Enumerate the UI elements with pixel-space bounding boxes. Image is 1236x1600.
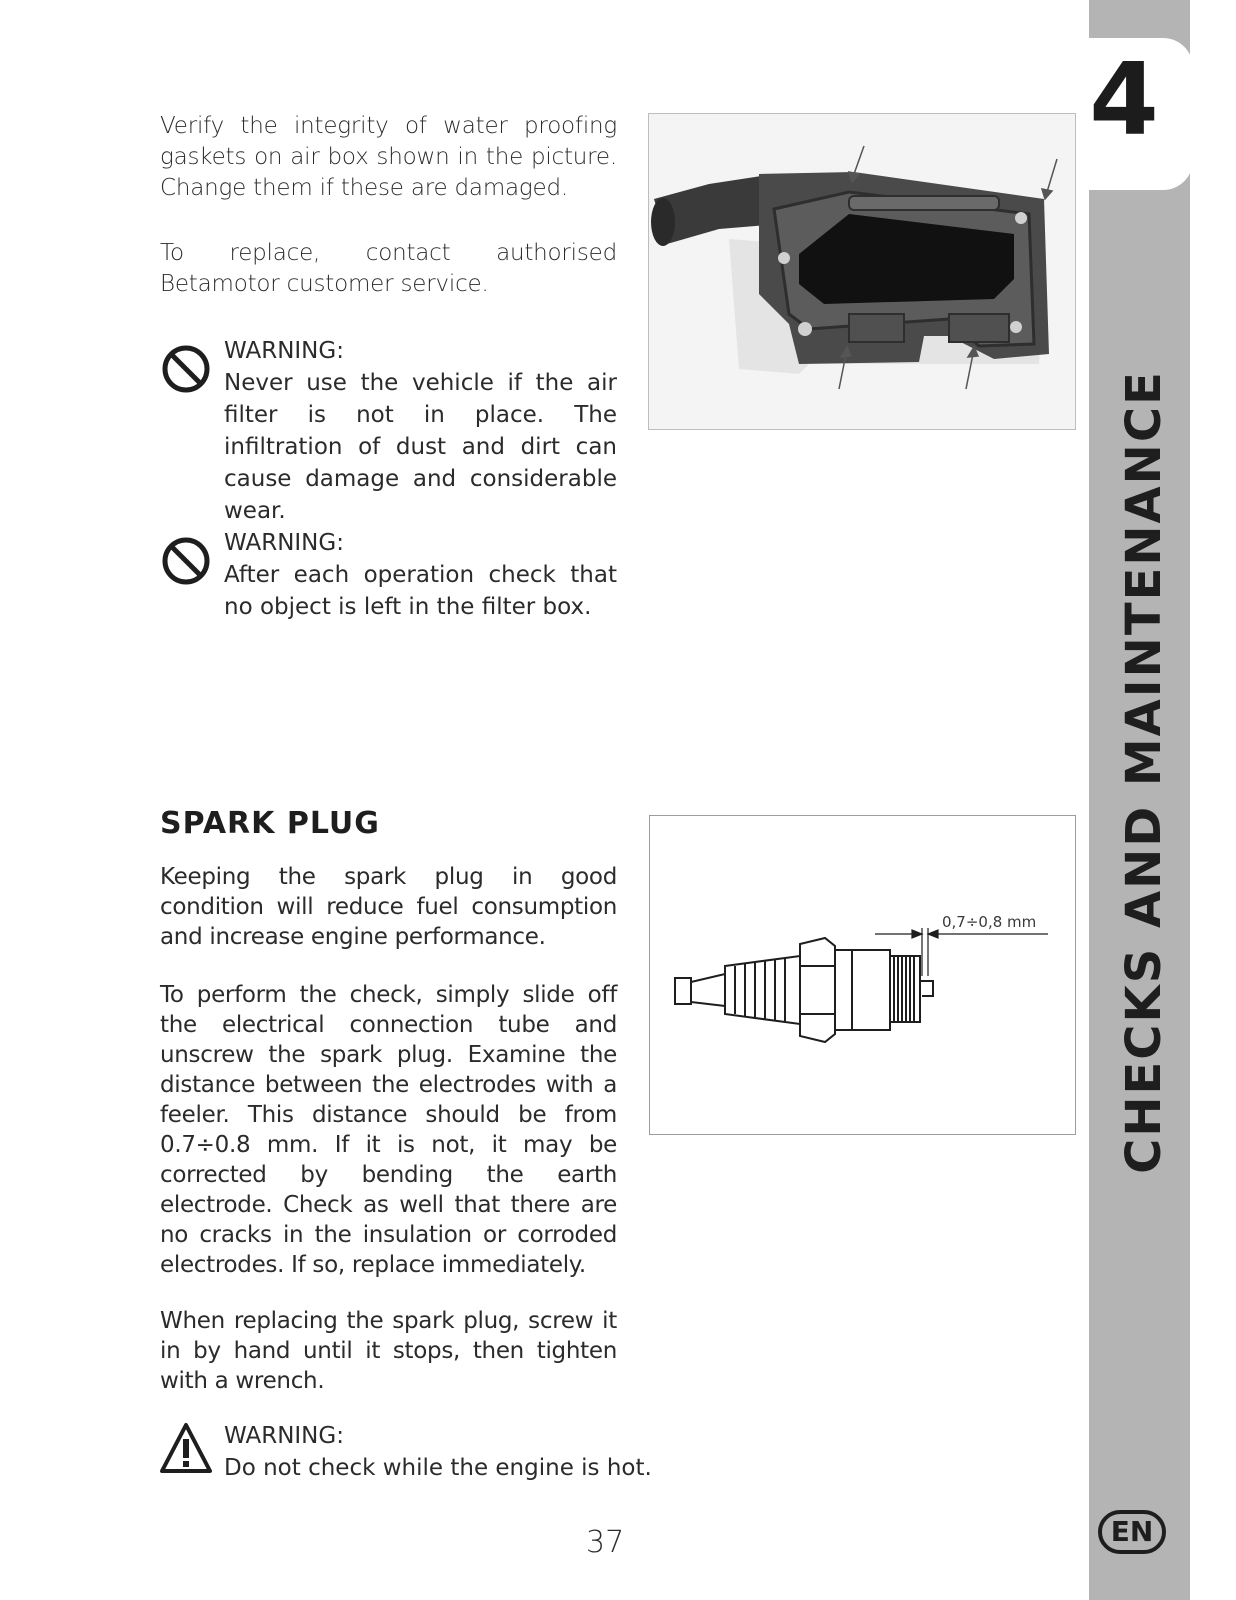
chapter-title: CHECKS AND MAINTENANCE <box>1116 370 1172 1174</box>
gap-label: 0,7÷0,8 mm <box>942 913 1037 931</box>
air-box-photo <box>648 113 1076 430</box>
warning-title: WARNING: <box>224 530 344 556</box>
page-number: 37 <box>586 1525 625 1560</box>
spark-plug-paragraph-1: Keeping the spark plug in good condition will reduce fuel consumption and increase engine performance. <box>160 864 617 950</box>
warning-body: After each operation check that no object is left in the filter box. <box>224 562 617 620</box>
prohibition-icon <box>160 343 212 395</box>
warning-air-filter <box>160 335 617 524</box>
hazard-triangle-icon <box>160 1422 212 1474</box>
chapter-number: 4 <box>1089 41 1159 158</box>
spark-plug-paragraph-2: To perform the check, simply slide off the electrical connection tube and unscrew the spark plug. Examine the distance between the electrodes with a feeler. This distance should be from 0.7÷0.8 mm. If it is not, it may be corrected by bending the earth electrode. Check as well that there are no cracks in the insulation or corroded electrodes. If so, replace immediately. <box>160 982 617 1278</box>
warning-body: Do not check while the engine is hot. <box>224 1455 652 1481</box>
spark-plug-paragraph-3: When replacing the spark plug, screw it in by hand until it stops, then tighten with a wrench. <box>160 1308 617 1394</box>
spark-plug-drawing <box>650 816 1075 1134</box>
language-badge: EN <box>1098 1510 1166 1554</box>
prohibition-icon <box>160 535 212 587</box>
spark-plug-diagram <box>649 815 1076 1135</box>
warning-title: WARNING: <box>224 338 344 364</box>
warning-filter-box <box>160 527 617 627</box>
warning-hot-engine <box>160 1420 652 1490</box>
warning-title: WARNING: <box>224 1423 344 1449</box>
intro-paragraph-2: To replace, contact authorised Betamotor customer service. <box>160 240 617 297</box>
intro-paragraph-1: Verify the integrity of water proofing gaskets on air box shown in the picture. Change them if these are damaged. <box>160 113 617 201</box>
warning-body: Never use the vehicle if the air filter is not in place. The infiltration of dust and dirt can cause damage and considerable wear. <box>224 370 617 524</box>
section-title-spark-plug: SPARK PLUG <box>160 806 380 841</box>
air-box-illustration <box>649 114 1075 429</box>
